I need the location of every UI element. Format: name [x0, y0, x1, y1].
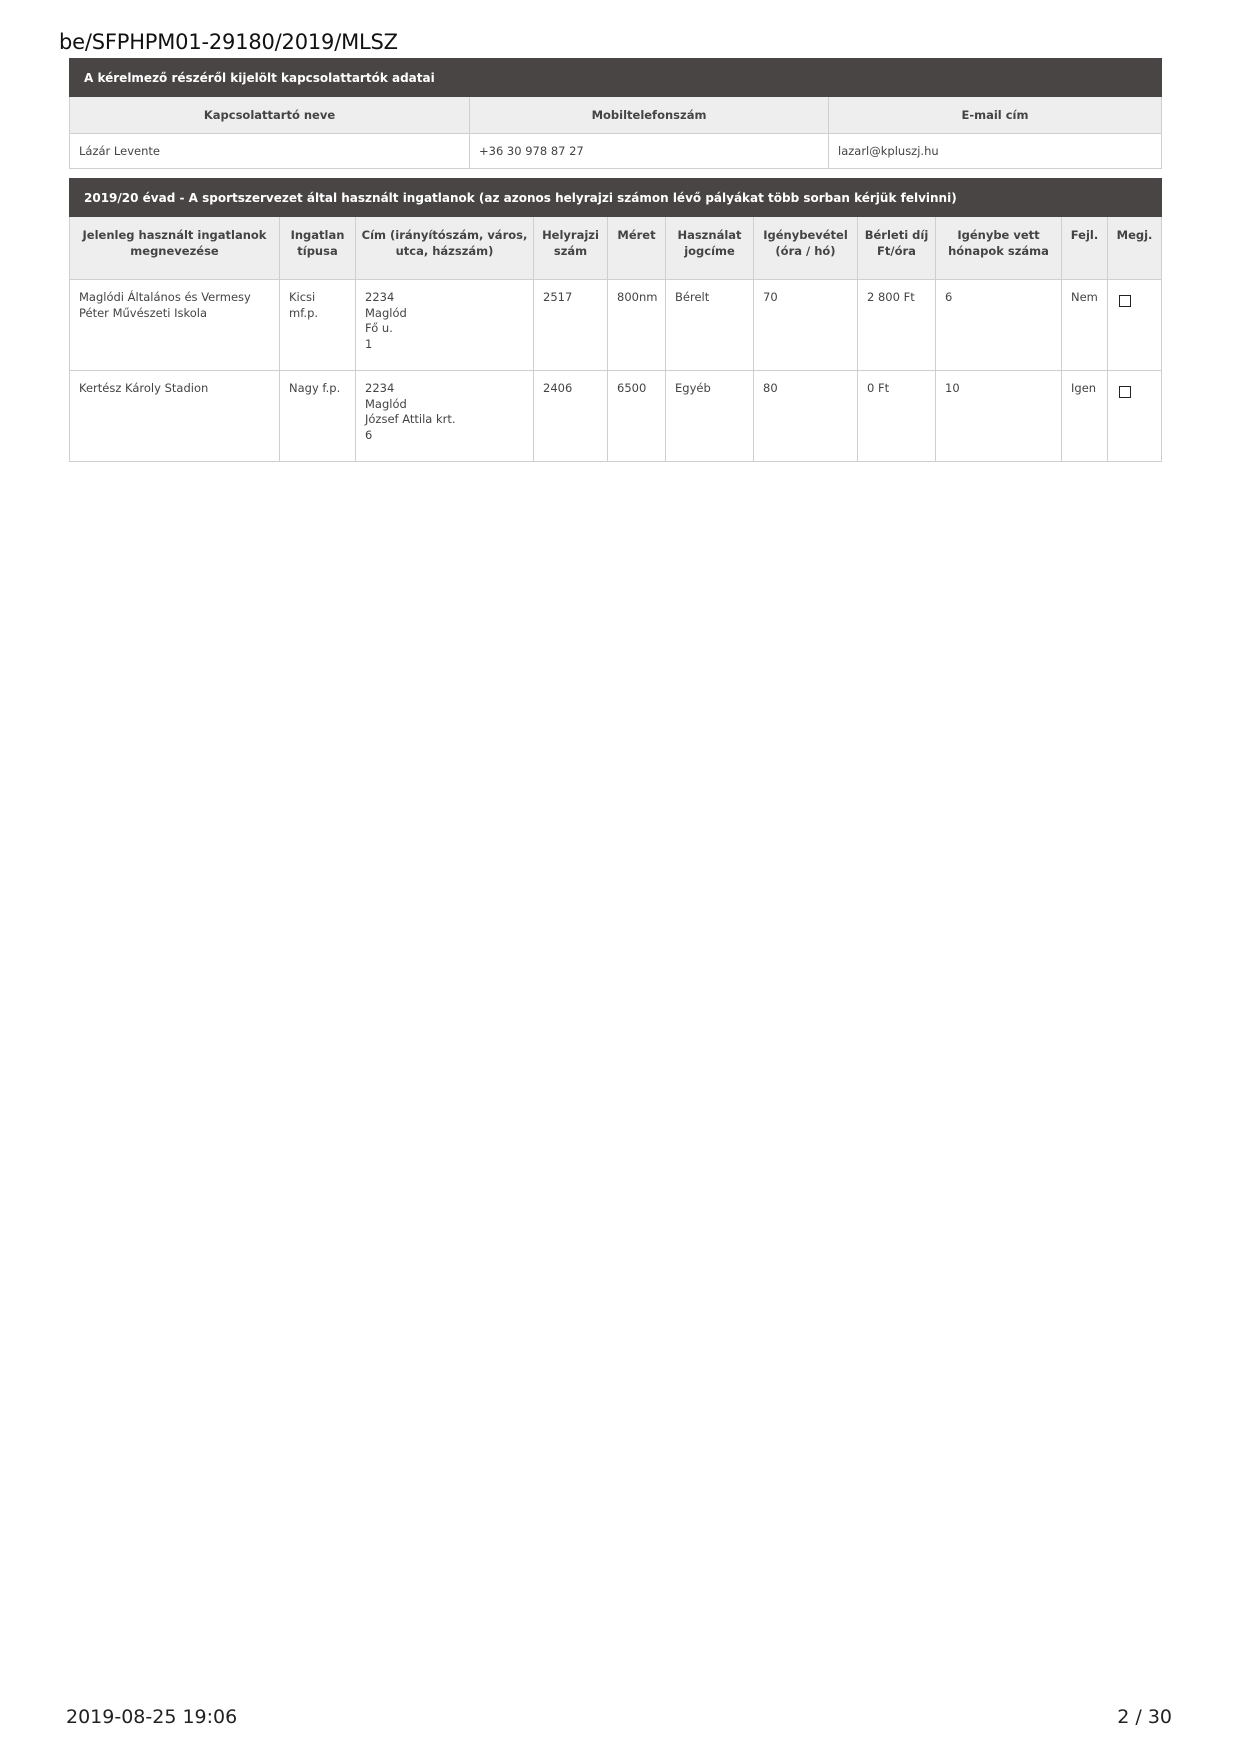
document-id: be/SFPHPM01-29180/2019/MLSZ [59, 30, 398, 54]
column-header: Jelenleg használt ingatlanok megnevezése [70, 217, 280, 280]
page-number: 2 / 30 [1117, 1706, 1172, 1728]
property-fee: 2 800 Ft [858, 280, 936, 371]
property-hours: 80 [754, 371, 858, 462]
contacts-table [69, 58, 1162, 169]
column-header: E-mail cím [829, 97, 1162, 134]
column-header: Ingatlan típusa [280, 217, 356, 280]
property-name: Kertész Károly Stadion [70, 371, 280, 462]
property-name: Maglódi Általános és Vermesy Péter Művészeti Iskola [70, 280, 280, 371]
column-header: Igénybevétel (óra / hó) [754, 217, 858, 280]
property-development: Igen [1062, 371, 1108, 462]
column-header: Méret [608, 217, 666, 280]
column-header: Mobiltelefonszám [470, 97, 829, 134]
properties-section-title: 2019/20 évad - A sportszervezet által használt ingatlanok (az azonos helyrajzi számon lévő pályákat több sorban kérjük felvinni) [70, 179, 1162, 217]
note-checkbox[interactable] [1119, 295, 1131, 307]
address-zip: 2234 [365, 381, 395, 395]
column-header: Megj. [1108, 217, 1162, 280]
column-header: Fejl. [1062, 217, 1108, 280]
property-address [356, 371, 534, 462]
property-months: 6 [936, 280, 1062, 371]
property-address [356, 280, 534, 371]
address-city: Maglód [365, 396, 407, 411]
address-street: József Attila krt. [365, 412, 456, 426]
property-size: 800nm [608, 280, 666, 371]
contacts-section-title: A kérelmező részéről kijelölt kapcsolattartók adatai [70, 59, 1162, 97]
address-zip: 2234 [365, 290, 395, 304]
table-row [70, 134, 1162, 169]
properties-section-header [70, 179, 1162, 217]
note-checkbox[interactable] [1119, 386, 1131, 398]
property-development: Nem [1062, 280, 1108, 371]
column-header: Használat jogcíme [666, 217, 754, 280]
footer-timestamp: 2019-08-25 19:06 [66, 1706, 238, 1728]
properties-header-row [70, 217, 1162, 280]
column-header: Igénybe vett hónapok száma [936, 217, 1062, 280]
property-fee: 0 Ft [858, 371, 936, 462]
property-type: Nagy f.p. [280, 371, 356, 462]
property-usage-title: Bérelt [666, 280, 754, 371]
column-header: Helyrajzi szám [534, 217, 608, 280]
column-header: Bérleti díj Ft/óra [858, 217, 936, 280]
property-size: 6500 [608, 371, 666, 462]
address-number: 6 [365, 427, 373, 442]
table-row [70, 280, 1162, 371]
address-number: 1 [365, 336, 373, 351]
column-header: Cím (irányítószám, város, utca, házszám) [356, 217, 534, 280]
property-type: Kicsi mf.p. [280, 280, 356, 371]
contact-phone: +36 30 978 87 27 [470, 134, 829, 169]
address-street: Fő u. [365, 321, 393, 335]
contact-email: lazarl@kpluszj.hu [829, 134, 1162, 169]
contacts-section-header [70, 59, 1162, 97]
column-header: Kapcsolattartó neve [70, 97, 470, 134]
contacts-header-row [70, 97, 1162, 134]
property-note [1108, 371, 1162, 462]
property-lot-number: 2406 [534, 371, 608, 462]
property-usage-title: Egyéb [666, 371, 754, 462]
property-months: 10 [936, 371, 1062, 462]
contact-name: Lázár Levente [70, 134, 470, 169]
address-city: Maglód [365, 305, 407, 320]
property-lot-number: 2517 [534, 280, 608, 371]
property-hours: 70 [754, 280, 858, 371]
table-row [70, 371, 1162, 462]
property-note [1108, 280, 1162, 371]
properties-table [69, 178, 1162, 462]
